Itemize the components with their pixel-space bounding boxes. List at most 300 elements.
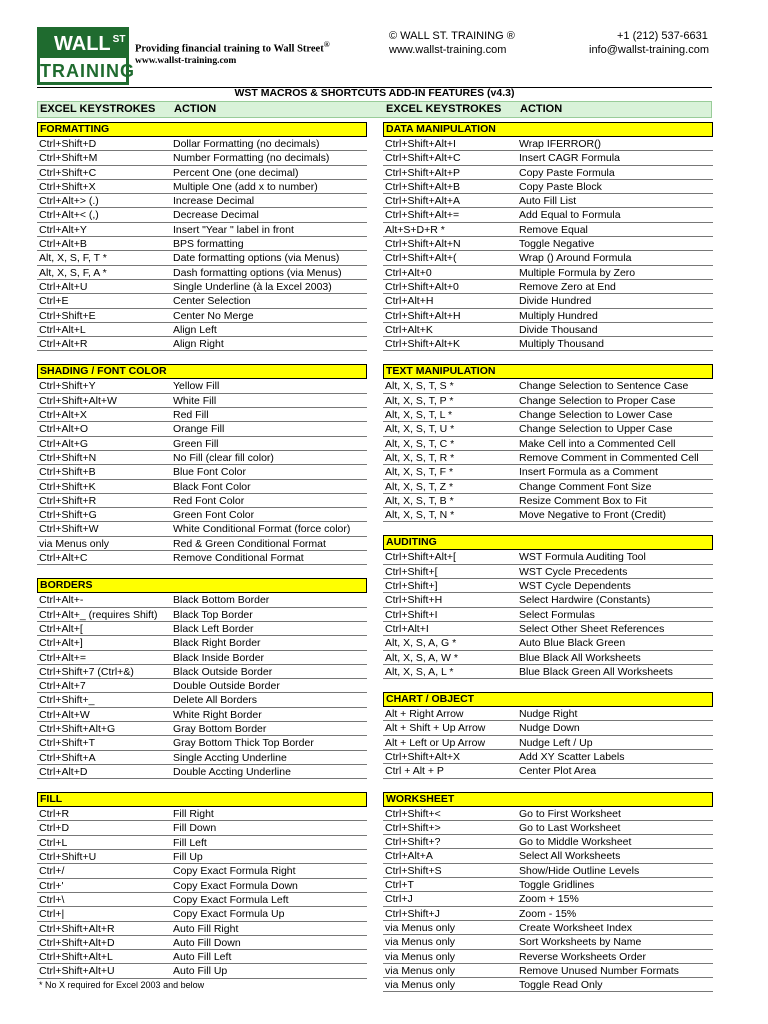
shortcut-row	[37, 422, 367, 436]
shortcut-row	[383, 237, 713, 251]
keystroke: Ctrl+Shift+E	[39, 309, 96, 322]
shortcut-row	[383, 950, 713, 964]
keystroke: Ctrl+Shift+[	[385, 565, 438, 578]
shortcut-row	[37, 636, 367, 650]
shortcut-row	[37, 137, 367, 151]
action: Blue Black All Worksheets	[519, 651, 641, 664]
keystroke: Alt, X, S, T, N *	[385, 509, 455, 522]
keystroke: Ctrl+/	[39, 865, 65, 878]
keystroke: Ctrl+Shift+N	[39, 451, 97, 464]
shortcut-row	[383, 280, 713, 294]
keystroke: Ctrl+Alt+W	[39, 708, 90, 721]
action: WST Cycle Precedents	[519, 565, 628, 578]
left-keystrokes-header: EXCEL KEYSTROKES	[40, 103, 156, 115]
logo-wall: WALL $^{ST}$	[40, 30, 126, 58]
keystroke: Ctrl+Alt+_ (requires Shift)	[39, 608, 158, 621]
action: Sort Worksheets by Name	[519, 936, 642, 949]
website-link[interactable]: www.wallst-training.com	[389, 44, 507, 56]
keystroke: Ctrl+D	[39, 822, 70, 835]
action: Copy Exact Formula Up	[173, 908, 285, 921]
section-gap	[383, 679, 713, 692]
action: Add Equal to Formula	[519, 209, 621, 222]
shortcut-row	[37, 437, 367, 451]
keystroke: Ctrl+Shift+G	[39, 509, 97, 522]
keystroke: Ctrl+Alt+K	[385, 323, 433, 336]
action: Toggle Gridlines	[519, 879, 595, 892]
keystroke: Alt, X, S, T, C *	[385, 437, 455, 450]
action: Show/Hide Outline Levels	[519, 864, 640, 877]
action: Insert Formula as a Comment	[519, 466, 658, 479]
action: Red & Green Conditional Format	[173, 537, 326, 550]
keystroke: Alt, X, S, A, L *	[385, 665, 454, 678]
action: Change Selection to Lower Case	[519, 409, 673, 422]
shortcut-row	[383, 921, 713, 935]
shortcut-row	[383, 451, 713, 465]
shortcut-row	[37, 408, 367, 422]
action: Gray Bottom Thick Top Border	[173, 737, 314, 750]
keystroke: via Menus only	[385, 950, 456, 963]
shortcut-row	[383, 835, 713, 849]
shortcut-row	[37, 922, 367, 936]
keystroke: Ctrl+Shift+X	[39, 180, 96, 193]
keystroke: via Menus only	[385, 979, 456, 992]
shortcut-row	[383, 593, 713, 607]
action: Toggle Read Only	[519, 979, 603, 992]
keystroke: Ctrl+Shift+Alt+(	[385, 252, 457, 265]
section-header-chart-object: CHART / OBJECT	[383, 692, 713, 707]
action: Align Left	[173, 323, 217, 336]
wall-st-training-logo	[37, 27, 135, 85]
right-column	[383, 122, 713, 992]
action: Go to First Worksheet	[519, 807, 621, 820]
action: White Conditional Format (force color)	[173, 523, 351, 536]
keystroke: Alt, X, S, A, G *	[385, 637, 457, 650]
shortcut-row	[383, 935, 713, 949]
shortcut-row	[383, 864, 713, 878]
keystroke: Alt, X, S, F, A *	[39, 266, 107, 279]
action: Insert CAGR Formula	[519, 152, 620, 165]
shortcut-row	[37, 751, 367, 765]
keystroke: Alt, X, S, T, F *	[385, 466, 454, 479]
action: Fill Left	[173, 836, 207, 849]
footnote: * No X required for Excel 2003 and below	[39, 979, 205, 990]
shortcut-row	[37, 907, 367, 921]
shortcut-row	[383, 622, 713, 636]
keystroke: Ctrl+T	[385, 879, 414, 892]
keystroke: Ctrl+Shift+Alt+R	[39, 922, 115, 935]
keystroke: Ctrl+Shift+Alt+I	[385, 138, 456, 150]
action: Multiple Formula by Zero	[519, 266, 636, 279]
keystroke: Ctrl+Shift+Alt+H	[385, 309, 461, 322]
action: Auto Fill Right	[173, 922, 239, 935]
shortcut-row	[37, 237, 367, 251]
keystroke: Ctrl+Shift+Alt+C	[385, 152, 461, 165]
keystroke: Ctrl+Shift+?	[385, 836, 441, 849]
action: Go to Middle Worksheet	[519, 836, 632, 849]
action: Select All Worksheets	[519, 850, 621, 863]
shortcut-row	[383, 508, 713, 522]
keystroke: Alt+S+D+R *	[385, 223, 445, 236]
keystroke: Ctrl+Alt+X	[39, 409, 87, 422]
keystroke: Ctrl+Alt+[	[39, 622, 83, 635]
action: Multiple One (add x to number)	[173, 180, 318, 193]
action: Black Left Border	[173, 622, 254, 635]
section-header-borders: BORDERS	[37, 578, 367, 593]
action: Add XY Scatter Labels	[519, 750, 625, 763]
section-header-worksheet: WORKSHEET	[383, 792, 713, 807]
shortcut-row	[37, 950, 367, 964]
keystroke: Ctrl+Alt+0	[385, 266, 432, 279]
keystroke: Alt, X, S, T, R *	[385, 451, 455, 464]
action: Divide Thousand	[519, 323, 598, 336]
keystroke: Ctrl+Shift+<	[385, 807, 441, 820]
keystroke: Ctrl + Alt + P	[385, 765, 444, 778]
keystroke: Alt + Right Arrow	[385, 708, 464, 721]
action: Green Fill	[173, 437, 219, 450]
shortcut-row	[37, 166, 367, 180]
shortcut-row	[383, 821, 713, 835]
shortcut-row	[383, 137, 713, 151]
action: Auto Fill Up	[173, 965, 228, 978]
action: White Right Border	[173, 708, 262, 721]
left-action-header: ACTION	[174, 103, 217, 115]
shortcut-row	[37, 765, 367, 779]
page-title: WST MACROS & SHORTCUTS ADD-IN FEATURES (v4.3)	[234, 87, 515, 99]
keystroke: Ctrl+Shift+Alt+P	[385, 166, 460, 179]
action: Nudge Down	[519, 722, 580, 735]
keystroke: Ctrl+'	[39, 879, 64, 892]
shortcut-row	[37, 251, 367, 265]
shortcut-row	[383, 721, 713, 735]
keystroke: Alt, X, S, A, W *	[385, 651, 458, 664]
keystroke: Ctrl+Alt+U	[39, 280, 88, 293]
action: Divide Hundred	[519, 295, 592, 308]
shortcut-row	[383, 251, 713, 265]
keystroke: Ctrl+Shift+_	[39, 694, 95, 707]
action: Black Top Border	[173, 608, 253, 621]
shortcut-row	[37, 180, 367, 194]
action: Number Formatting (no decimals)	[173, 152, 330, 165]
section-gap	[383, 522, 713, 535]
keystroke: Alt, X, S, T, B *	[385, 494, 454, 507]
tagline-url: www.wallst-training.com	[135, 56, 237, 66]
shortcut-row	[383, 878, 713, 892]
shortcut-row	[383, 337, 713, 351]
action: Fill Up	[173, 851, 203, 864]
shortcut-row	[37, 151, 367, 165]
keystroke: Ctrl+R	[39, 808, 70, 821]
action: Remove Equal	[519, 223, 588, 236]
shortcut-row	[37, 508, 367, 522]
keystroke: Ctrl+Shift+Alt+D	[39, 936, 115, 949]
section-header-auditing: AUDITING	[383, 535, 713, 550]
shortcut-row	[37, 622, 367, 636]
right-keystrokes-header: EXCEL KEYSTROKES	[386, 103, 502, 115]
action: Change Selection to Sentence Case	[519, 380, 689, 393]
action: Center No Merge	[173, 309, 254, 322]
shortcut-row	[37, 294, 367, 308]
shortcut-row	[37, 379, 367, 393]
keystroke: Ctrl+Alt+]	[39, 637, 83, 650]
shortcut-row	[37, 936, 367, 950]
keystroke: Ctrl+Alt+Y	[39, 223, 87, 236]
shortcut-row	[37, 394, 367, 408]
action: WST Formula Auditing Tool	[519, 551, 646, 564]
shortcut-row	[383, 266, 713, 280]
shortcut-row	[37, 522, 367, 536]
action: Wrap () Around Formula	[519, 252, 632, 265]
keystroke: Ctrl+Shift+J	[385, 907, 440, 920]
keystroke: Ctrl+E	[39, 295, 69, 308]
action: Auto Fill Left	[173, 951, 232, 964]
shortcut-row	[37, 693, 367, 707]
section-gap	[383, 351, 713, 364]
shortcut-row	[383, 323, 713, 337]
section-header-shading-font-color: SHADING / FONT COLOR	[37, 364, 367, 379]
action: Black Inside Border	[173, 651, 265, 664]
action: Blue Black Green All Worksheets	[519, 665, 673, 678]
action: Wrap IFERROR()	[519, 138, 602, 150]
shortcut-row	[383, 208, 713, 222]
shortcut-row	[37, 665, 367, 679]
shortcut-row	[37, 964, 367, 978]
action: Zoom + 15%	[519, 893, 579, 906]
email-link[interactable]: info@wallst-training.com	[589, 44, 709, 56]
keystroke: Ctrl+Shift+K	[39, 480, 96, 493]
section-gap	[383, 779, 713, 792]
section-header-formatting: FORMATTING	[37, 122, 367, 137]
shortcut-row	[383, 379, 713, 393]
section-gap	[37, 351, 367, 364]
keystroke: Ctrl+Shift+Alt+X	[385, 750, 460, 763]
column-header-bar	[37, 101, 712, 118]
action: Single Accting Underline	[173, 751, 287, 764]
action: Multiply Thousand	[519, 338, 605, 351]
left-column	[37, 122, 367, 992]
shortcut-row	[37, 465, 367, 479]
keystroke: Ctrl+Alt+L	[39, 323, 86, 336]
keystroke: Ctrl+Shift+Alt+G	[39, 722, 116, 735]
keystroke: Ctrl+Shift+>	[385, 821, 441, 834]
shortcut-row	[383, 964, 713, 978]
action: Dollar Formatting (no decimals)	[173, 138, 320, 150]
keystroke: Ctrl+Shift+T	[39, 737, 96, 750]
keystroke: via Menus only	[385, 936, 456, 949]
shortcut-row	[37, 893, 367, 907]
keystroke: Ctrl+Alt+< (,)	[39, 209, 99, 222]
action: Insert "Year " label in front	[173, 223, 294, 236]
action: Resize Comment Box to Fit	[519, 494, 647, 507]
action: Remove Zero at End	[519, 280, 616, 293]
shortcut-row	[383, 608, 713, 622]
shortcut-row	[37, 850, 367, 864]
action: Black Outside Border	[173, 665, 273, 678]
shortcut-row	[383, 736, 713, 750]
shortcut-row	[383, 422, 713, 436]
action: Copy Exact Formula Left	[173, 893, 289, 906]
shortcut-row	[383, 579, 713, 593]
keystroke: Ctrl+Shift+Alt+K	[385, 338, 460, 351]
action: Select Other Sheet References	[519, 622, 665, 635]
action: Gray Bottom Border	[173, 722, 267, 735]
keystroke: Alt, X, S, T, S *	[385, 380, 454, 393]
action: Auto Blue Black Green	[519, 637, 626, 650]
action: Auto Fill Down	[173, 936, 241, 949]
action: Date formatting options (via Menus)	[173, 252, 340, 265]
shortcut-row	[37, 807, 367, 821]
keystroke: Ctrl+Shift+Alt+[	[385, 551, 456, 564]
keystroke: Ctrl+Alt+> (.)	[39, 195, 99, 208]
action: Center Plot Area	[519, 765, 597, 778]
action: WST Cycle Dependents	[519, 580, 631, 593]
keystroke: Ctrl+Shift+A	[39, 751, 96, 764]
keystroke: Ctrl+Shift+Alt+B	[385, 180, 460, 193]
shortcut-row	[37, 708, 367, 722]
action: Blue Font Color	[173, 466, 246, 479]
shortcut-row	[383, 309, 713, 323]
keystroke: Ctrl+Shift+C	[39, 166, 97, 179]
shortcut-row	[383, 494, 713, 508]
tagline: Providing financial training to Wall Street®	[135, 40, 330, 55]
action: Copy Paste Formula	[519, 166, 615, 179]
shortcut-row	[383, 892, 713, 906]
phone-number: +1 (212) 537-6631	[617, 30, 708, 42]
shortcut-row	[383, 651, 713, 665]
keystroke: Ctrl+Shift+]	[385, 580, 438, 593]
action: Decrease Decimal	[173, 209, 259, 222]
action: Percent One (one decimal)	[173, 166, 299, 179]
keystroke: Ctrl+Shift+Alt+L	[39, 951, 113, 964]
keystroke: Ctrl+Alt+I	[385, 622, 429, 635]
shortcut-row	[37, 451, 367, 465]
keystroke: Ctrl+Shift+Alt+=	[385, 209, 460, 222]
shortcut-row	[383, 665, 713, 679]
action: Remove Conditional Format	[173, 552, 304, 565]
shortcut-row	[383, 180, 713, 194]
shortcut-row	[37, 608, 367, 622]
shortcut-row	[37, 280, 367, 294]
keystroke: Ctrl+Alt+B	[39, 238, 87, 251]
keystroke: Ctrl+Alt+R	[39, 338, 88, 351]
action: Multiply Hundred	[519, 309, 598, 322]
shortcut-row	[37, 494, 367, 508]
shortcut-row	[383, 550, 713, 564]
action: Zoom - 15%	[519, 907, 577, 920]
action: Orange Fill	[173, 423, 225, 436]
shortcut-row	[383, 465, 713, 479]
shortcut-row	[383, 750, 713, 764]
shortcut-row	[37, 679, 367, 693]
shortcut-row	[383, 978, 713, 992]
keystroke: Alt, X, S, T, P *	[385, 394, 454, 407]
shortcut-row	[383, 437, 713, 451]
shortcut-row	[383, 565, 713, 579]
shortcut-row	[383, 408, 713, 422]
shortcut-row	[37, 836, 367, 850]
action: BPS formatting	[173, 238, 244, 251]
keystroke: via Menus only	[385, 964, 456, 977]
action: Dash formatting options (via Menus)	[173, 266, 342, 279]
keystroke: Ctrl+Alt+C	[39, 552, 88, 565]
keystroke: Ctrl+Alt+A	[385, 850, 433, 863]
shortcut-row	[383, 166, 713, 180]
action: White Fill	[173, 394, 217, 407]
shortcut-row	[37, 879, 367, 893]
keystroke: Ctrl+Alt+O	[39, 423, 89, 436]
logo-training: TRAINING	[40, 61, 135, 81]
keystroke: Ctrl+Shift+Alt+A	[385, 195, 460, 208]
shortcut-row	[37, 537, 367, 551]
keystroke: Alt, X, S, T, Z *	[385, 480, 454, 493]
action: Fill Down	[173, 822, 217, 835]
shortcut-row	[37, 821, 367, 835]
keystroke: Alt, X, S, F, T *	[39, 252, 107, 265]
action: Green Font Color	[173, 509, 255, 522]
action: Single Underline (à la Excel 2003)	[173, 280, 332, 293]
action: Move Negative to Front (Credit)	[519, 509, 667, 522]
shortcut-row	[37, 309, 367, 323]
keystroke: Ctrl+Shift+Alt+U	[39, 965, 115, 978]
keystroke: Ctrl+Shift+W	[39, 523, 99, 536]
shortcut-row	[383, 223, 713, 237]
keystroke: via Menus only	[385, 921, 456, 934]
shortcut-row	[383, 764, 713, 778]
keystroke: Ctrl+Alt+=	[39, 651, 86, 664]
shortcut-row	[37, 194, 367, 208]
shortcut-row	[383, 807, 713, 821]
action: Yellow Fill	[173, 380, 220, 393]
shortcut-row	[37, 266, 367, 280]
action: Change Comment Font Size	[519, 480, 652, 493]
action: Select Hardwire (Constants)	[519, 594, 651, 607]
keystroke: Ctrl+Shift+H	[385, 594, 443, 607]
shortcut-row	[383, 907, 713, 921]
action: Center Selection	[173, 295, 251, 308]
keystroke: Ctrl+Shift+R	[39, 494, 97, 507]
right-action-header: ACTION	[520, 103, 563, 115]
shortcut-row	[37, 337, 367, 351]
action: Align Right	[173, 338, 224, 351]
section-gap	[37, 779, 367, 792]
shortcut-row	[37, 722, 367, 736]
shortcut-row	[37, 593, 367, 607]
shortcut-row	[383, 636, 713, 650]
shortcut-row	[37, 736, 367, 750]
section-gap	[37, 565, 367, 578]
action: Remove Unused Number Formats	[519, 964, 679, 977]
action: Make Cell into a Commented Cell	[519, 437, 676, 450]
action: Black Font Color	[173, 480, 251, 493]
keystroke: Ctrl+Shift+S	[385, 864, 442, 877]
keystroke: Ctrl+Shift+Y	[39, 380, 96, 393]
action: Black Right Border	[173, 637, 261, 650]
keystroke: Ctrl+Shift+7 (Ctrl+&)	[39, 665, 134, 678]
keystroke: Ctrl+Alt+-	[39, 594, 84, 607]
shortcut-row	[37, 208, 367, 222]
keystroke: Ctrl+Alt+7	[39, 680, 86, 693]
company-name: © WALL ST. TRAINING ®	[389, 30, 515, 42]
action: Nudge Left / Up	[519, 736, 593, 749]
shortcut-row	[37, 323, 367, 337]
action: Select Formulas	[519, 608, 595, 621]
shortcut-row	[383, 194, 713, 208]
shortcut-row	[383, 294, 713, 308]
action: Nudge Right	[519, 708, 578, 721]
keystroke: Alt + Left or Up Arrow	[385, 736, 486, 749]
shortcut-row	[37, 551, 367, 565]
shortcut-row	[383, 707, 713, 721]
action: Auto Fill List	[519, 195, 577, 208]
